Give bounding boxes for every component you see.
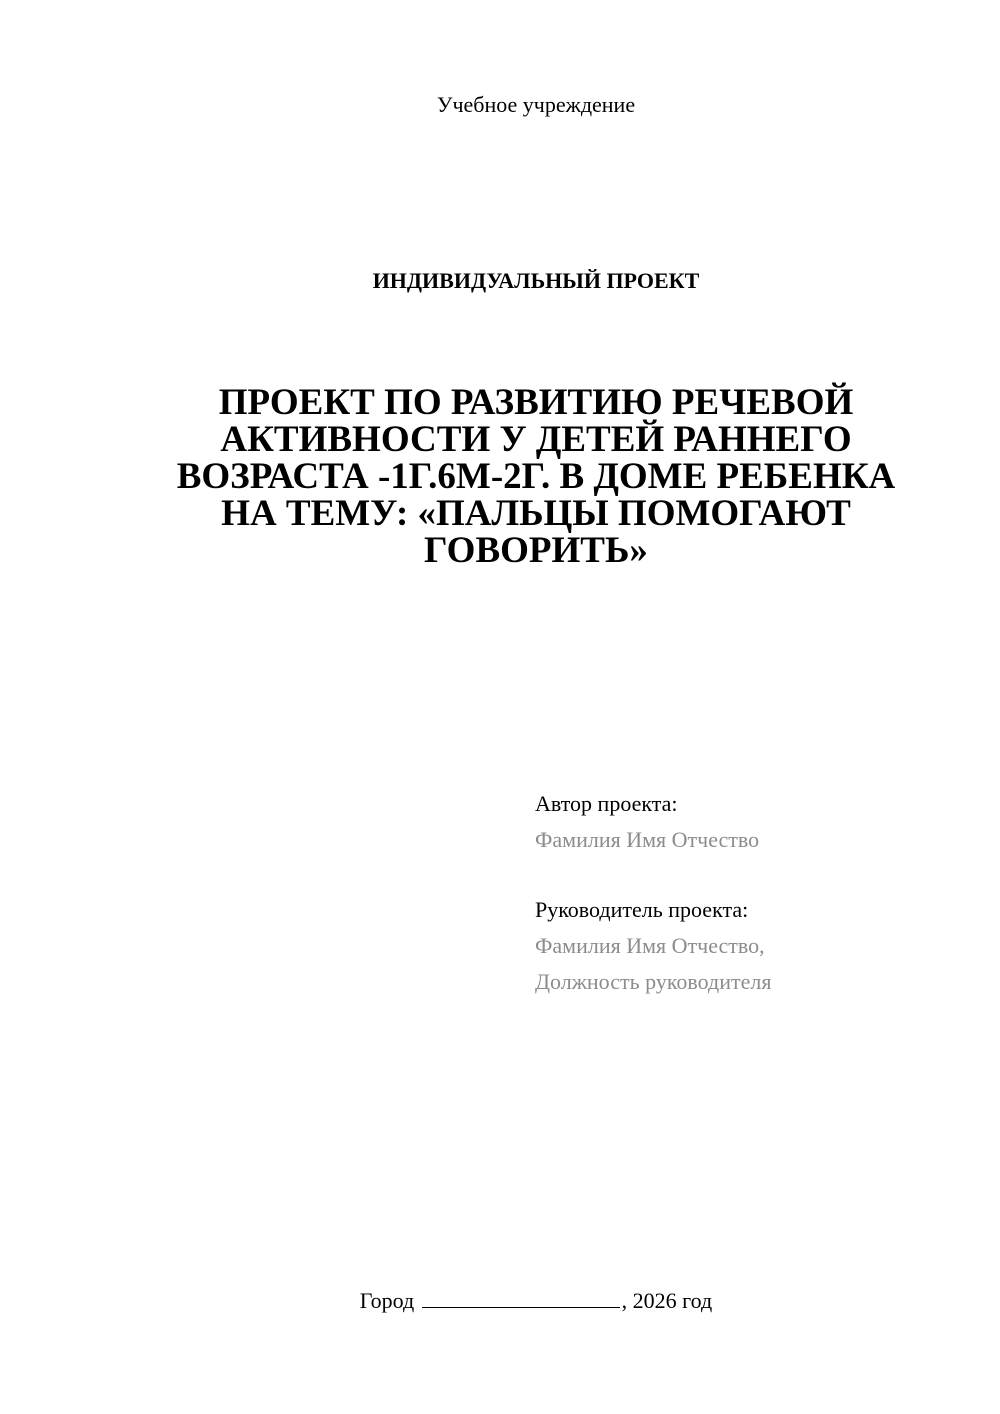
author-label: Автор проекта: bbox=[535, 791, 678, 816]
project-title bbox=[150, 384, 922, 569]
year-text: , 2026 год bbox=[621, 1288, 713, 1313]
supervisor-name: Фамилия Имя Отчество, bbox=[535, 933, 765, 958]
city-blank-line bbox=[422, 1306, 620, 1308]
document-type: ИНДИВИДУАЛЬНЫЙ ПРОЕКТ bbox=[372, 268, 700, 293]
footer-city-year bbox=[0, 1288, 1000, 1314]
supervisor-position: Должность руководителя bbox=[535, 969, 772, 994]
project-title-line: НА ТЕМУ: «ПАЛЬЦЫ ПОМОГАЮТ bbox=[221, 493, 851, 534]
institution-name: Учебное учреждение bbox=[436, 92, 636, 117]
city-label: Город bbox=[359, 1288, 415, 1313]
project-title-line: ПРОЕКТ ПО РАЗВИТИЮ РЕЧЕВОЙ bbox=[218, 382, 854, 423]
project-title-line: ГОВОРИТЬ» bbox=[424, 530, 648, 571]
project-title-line: ВОЗРАСТА -1Г.6М-2Г. В ДОМЕ РЕБЕНКА bbox=[176, 456, 896, 497]
project-title-line: АКТИВНОСТИ У ДЕТЕЙ РАННЕГО bbox=[220, 419, 852, 460]
author-block bbox=[535, 786, 975, 858]
author-name: Фамилия Имя Отчество bbox=[535, 827, 760, 852]
supervisor-label: Руководитель проекта: bbox=[535, 897, 749, 922]
supervisor-block bbox=[535, 892, 975, 1000]
